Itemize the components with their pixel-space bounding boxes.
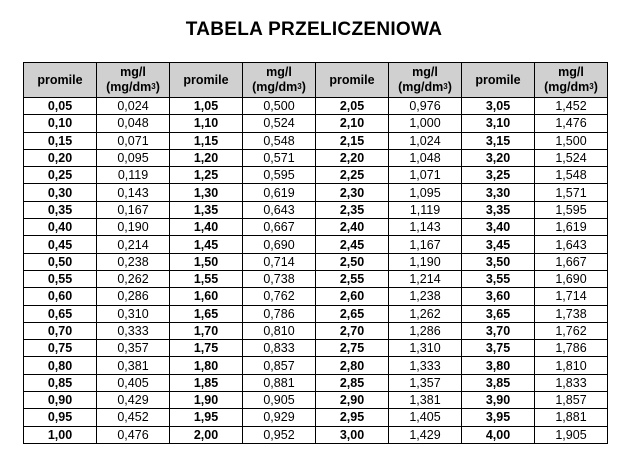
promile-cell: 3,55 <box>462 270 535 287</box>
mg-cell: 1,524 <box>535 149 608 166</box>
promile-cell: 2,30 <box>316 184 389 201</box>
promile-cell: 1,75 <box>170 340 243 357</box>
table-row <box>24 98 608 115</box>
mg-cell: 0,048 <box>97 115 170 132</box>
header-mg-close: ) <box>447 80 452 94</box>
promile-cell: 1,30 <box>170 184 243 201</box>
header-row <box>24 63 608 98</box>
promile-cell: 2,50 <box>316 253 389 270</box>
mg-cell: 0,929 <box>243 409 316 426</box>
promile-cell: 2,85 <box>316 374 389 391</box>
promile-cell: 0,50 <box>24 253 97 270</box>
promile-cell: 2,00 <box>170 426 243 443</box>
promile-cell: 3,10 <box>462 115 535 132</box>
header-mg-line1: mg/l <box>412 65 438 79</box>
table-row <box>24 236 608 253</box>
table-row <box>24 305 608 322</box>
promile-cell: 1,65 <box>170 305 243 322</box>
mg-cell: 0,857 <box>243 357 316 374</box>
header-mg-line1: mg/l <box>558 65 584 79</box>
promile-cell: 0,60 <box>24 288 97 305</box>
promile-cell: 3,70 <box>462 322 535 339</box>
table-row <box>24 132 608 149</box>
header-promile: promile <box>316 63 389 98</box>
mg-cell: 0,238 <box>97 253 170 270</box>
promile-cell: 1,45 <box>170 236 243 253</box>
mg-cell: 0,571 <box>243 149 316 166</box>
mg-cell: 0,881 <box>243 374 316 391</box>
mg-cell: 0,667 <box>243 219 316 236</box>
mg-cell: 1,310 <box>389 340 462 357</box>
table-row <box>24 409 608 426</box>
mg-cell: 0,357 <box>97 340 170 357</box>
promile-cell: 0,20 <box>24 149 97 166</box>
promile-cell: 3,00 <box>316 426 389 443</box>
table-row <box>24 149 608 166</box>
promile-cell: 2,25 <box>316 167 389 184</box>
table-row <box>24 288 608 305</box>
mg-cell: 1,095 <box>389 184 462 201</box>
mg-cell: 1,810 <box>535 357 608 374</box>
mg-cell: 0,119 <box>97 167 170 184</box>
mg-cell: 0,714 <box>243 253 316 270</box>
promile-cell: 3,15 <box>462 132 535 149</box>
header-mg-sup: 3 <box>443 82 448 91</box>
mg-cell: 1,262 <box>389 305 462 322</box>
table-row <box>24 167 608 184</box>
promile-cell: 2,15 <box>316 132 389 149</box>
promile-cell: 2,75 <box>316 340 389 357</box>
promile-cell: 2,05 <box>316 98 389 115</box>
promile-cell: 0,65 <box>24 305 97 322</box>
mg-cell: 1,762 <box>535 322 608 339</box>
mg-cell: 0,738 <box>243 270 316 287</box>
mg-cell: 1,286 <box>389 322 462 339</box>
promile-cell: 0,15 <box>24 132 97 149</box>
promile-cell: 1,00 <box>24 426 97 443</box>
promile-cell: 3,25 <box>462 167 535 184</box>
mg-cell: 1,548 <box>535 167 608 184</box>
promile-cell: 3,40 <box>462 219 535 236</box>
header-mg-sup: 3 <box>297 82 302 91</box>
mg-cell: 1,595 <box>535 201 608 218</box>
mg-cell: 0,762 <box>243 288 316 305</box>
mg-cell: 1,667 <box>535 253 608 270</box>
mg-cell: 1,071 <box>389 167 462 184</box>
promile-cell: 0,75 <box>24 340 97 357</box>
promile-cell: 0,35 <box>24 201 97 218</box>
header-mg-unit: (mg/dm <box>106 80 152 94</box>
promile-cell: 2,55 <box>316 270 389 287</box>
promile-cell: 1,10 <box>170 115 243 132</box>
header-mg-unit: (mg/dm <box>544 80 590 94</box>
header-mg-line2 <box>243 80 315 95</box>
mg-cell: 1,619 <box>535 219 608 236</box>
promile-cell: 0,80 <box>24 357 97 374</box>
promile-cell: 2,45 <box>316 236 389 253</box>
table-row <box>24 322 608 339</box>
promile-cell: 3,95 <box>462 409 535 426</box>
mg-cell: 0,381 <box>97 357 170 374</box>
mg-cell: 0,619 <box>243 184 316 201</box>
promile-cell: 3,30 <box>462 184 535 201</box>
table-body <box>24 98 608 444</box>
promile-cell: 3,50 <box>462 253 535 270</box>
promile-cell: 3,80 <box>462 357 535 374</box>
mg-cell: 0,500 <box>243 98 316 115</box>
mg-cell: 0,071 <box>97 132 170 149</box>
promile-cell: 0,85 <box>24 374 97 391</box>
promile-cell: 0,05 <box>24 98 97 115</box>
header-mg <box>389 63 462 98</box>
promile-cell: 2,20 <box>316 149 389 166</box>
table-row <box>24 392 608 409</box>
promile-cell: 1,85 <box>170 374 243 391</box>
mg-cell: 0,786 <box>243 305 316 322</box>
mg-cell: 0,952 <box>243 426 316 443</box>
mg-cell: 1,190 <box>389 253 462 270</box>
promile-cell: 1,90 <box>170 392 243 409</box>
mg-cell: 0,024 <box>97 98 170 115</box>
mg-cell: 0,286 <box>97 288 170 305</box>
mg-cell: 1,214 <box>389 270 462 287</box>
header-mg-unit: (mg/dm <box>252 80 298 94</box>
header-mg-line1: mg/l <box>120 65 146 79</box>
promile-cell: 2,60 <box>316 288 389 305</box>
mg-cell: 1,333 <box>389 357 462 374</box>
header-mg <box>243 63 316 98</box>
header-promile: promile <box>462 63 535 98</box>
mg-cell: 1,452 <box>535 98 608 115</box>
mg-cell: 1,643 <box>535 236 608 253</box>
promile-cell: 0,10 <box>24 115 97 132</box>
table-row <box>24 115 608 132</box>
header-mg-close: ) <box>301 80 306 94</box>
promile-cell: 3,65 <box>462 305 535 322</box>
mg-cell: 1,833 <box>535 374 608 391</box>
mg-cell: 0,095 <box>97 149 170 166</box>
promile-cell: 0,30 <box>24 184 97 201</box>
mg-cell: 0,167 <box>97 201 170 218</box>
mg-cell: 0,643 <box>243 201 316 218</box>
mg-cell: 0,333 <box>97 322 170 339</box>
promile-cell: 3,85 <box>462 374 535 391</box>
header-mg-line1: mg/l <box>266 65 292 79</box>
header-mg-line2 <box>389 80 461 95</box>
promile-cell: 0,90 <box>24 392 97 409</box>
mg-cell: 0,524 <box>243 115 316 132</box>
promile-cell: 4,00 <box>462 426 535 443</box>
promile-cell: 0,45 <box>24 236 97 253</box>
table-header <box>24 63 608 98</box>
mg-cell: 1,857 <box>535 392 608 409</box>
promile-cell: 3,20 <box>462 149 535 166</box>
mg-cell: 1,786 <box>535 340 608 357</box>
promile-cell: 2,10 <box>316 115 389 132</box>
promile-cell: 3,75 <box>462 340 535 357</box>
table-row <box>24 184 608 201</box>
promile-cell: 1,35 <box>170 201 243 218</box>
promile-cell: 1,40 <box>170 219 243 236</box>
table-row <box>24 270 608 287</box>
promile-cell: 1,60 <box>170 288 243 305</box>
table-row <box>24 426 608 443</box>
promile-cell: 0,70 <box>24 322 97 339</box>
promile-cell: 2,80 <box>316 357 389 374</box>
mg-cell: 0,262 <box>97 270 170 287</box>
mg-cell: 0,976 <box>389 98 462 115</box>
header-mg-close: ) <box>155 80 160 94</box>
mg-cell: 0,690 <box>243 236 316 253</box>
mg-cell: 0,595 <box>243 167 316 184</box>
mg-cell: 0,310 <box>97 305 170 322</box>
mg-cell: 0,833 <box>243 340 316 357</box>
promile-cell: 3,45 <box>462 236 535 253</box>
promile-cell: 3,60 <box>462 288 535 305</box>
promile-cell: 2,40 <box>316 219 389 236</box>
mg-cell: 0,405 <box>97 374 170 391</box>
promile-cell: 1,55 <box>170 270 243 287</box>
mg-cell: 1,238 <box>389 288 462 305</box>
promile-cell: 2,90 <box>316 392 389 409</box>
header-promile: promile <box>24 63 97 98</box>
promile-cell: 3,35 <box>462 201 535 218</box>
page-title: TABELA PRZELICZENIOWA <box>185 19 443 40</box>
mg-cell: 1,143 <box>389 219 462 236</box>
table-row <box>24 357 608 374</box>
mg-cell: 1,429 <box>389 426 462 443</box>
header-mg-line2 <box>535 80 607 95</box>
mg-cell: 1,571 <box>535 184 608 201</box>
mg-cell: 0,905 <box>243 392 316 409</box>
promile-cell: 1,95 <box>170 409 243 426</box>
mg-cell: 0,452 <box>97 409 170 426</box>
mg-cell: 1,357 <box>389 374 462 391</box>
mg-cell: 1,500 <box>535 132 608 149</box>
mg-cell: 1,405 <box>389 409 462 426</box>
mg-cell: 0,190 <box>97 219 170 236</box>
header-mg-unit: (mg/dm <box>398 80 444 94</box>
mg-cell: 1,881 <box>535 409 608 426</box>
conversion-table <box>23 62 608 444</box>
promile-cell: 0,40 <box>24 219 97 236</box>
promile-cell: 0,95 <box>24 409 97 426</box>
header-mg <box>97 63 170 98</box>
mg-cell: 1,119 <box>389 201 462 218</box>
promile-cell: 0,25 <box>24 167 97 184</box>
header-mg-sup: 3 <box>151 82 156 91</box>
promile-cell: 1,25 <box>170 167 243 184</box>
mg-cell: 1,000 <box>389 115 462 132</box>
mg-cell: 0,810 <box>243 322 316 339</box>
promile-cell: 2,70 <box>316 322 389 339</box>
promile-cell: 3,05 <box>462 98 535 115</box>
mg-cell: 1,048 <box>389 149 462 166</box>
mg-cell: 1,690 <box>535 270 608 287</box>
promile-cell: 1,05 <box>170 98 243 115</box>
mg-cell: 0,143 <box>97 184 170 201</box>
promile-cell: 2,95 <box>316 409 389 426</box>
header-mg-line2 <box>97 80 169 95</box>
mg-cell: 1,167 <box>389 236 462 253</box>
table-row <box>24 374 608 391</box>
mg-cell: 1,905 <box>535 426 608 443</box>
promile-cell: 1,80 <box>170 357 243 374</box>
promile-cell: 2,65 <box>316 305 389 322</box>
promile-cell: 3,90 <box>462 392 535 409</box>
mg-cell: 1,476 <box>535 115 608 132</box>
promile-cell: 2,35 <box>316 201 389 218</box>
table-row <box>24 340 608 357</box>
mg-cell: 1,381 <box>389 392 462 409</box>
promile-cell: 1,15 <box>170 132 243 149</box>
mg-cell: 1,738 <box>535 305 608 322</box>
table-row <box>24 253 608 270</box>
mg-cell: 0,429 <box>97 392 170 409</box>
mg-cell: 1,714 <box>535 288 608 305</box>
header-mg-sup: 3 <box>589 82 594 91</box>
promile-cell: 1,70 <box>170 322 243 339</box>
mg-cell: 0,476 <box>97 426 170 443</box>
mg-cell: 0,548 <box>243 132 316 149</box>
promile-cell: 0,55 <box>24 270 97 287</box>
header-promile: promile <box>170 63 243 98</box>
promile-cell: 1,20 <box>170 149 243 166</box>
mg-cell: 1,024 <box>389 132 462 149</box>
mg-cell: 0,214 <box>97 236 170 253</box>
promile-cell: 1,50 <box>170 253 243 270</box>
header-mg <box>535 63 608 98</box>
header-mg-close: ) <box>593 80 598 94</box>
table-row <box>24 219 608 236</box>
table-row <box>24 201 608 218</box>
